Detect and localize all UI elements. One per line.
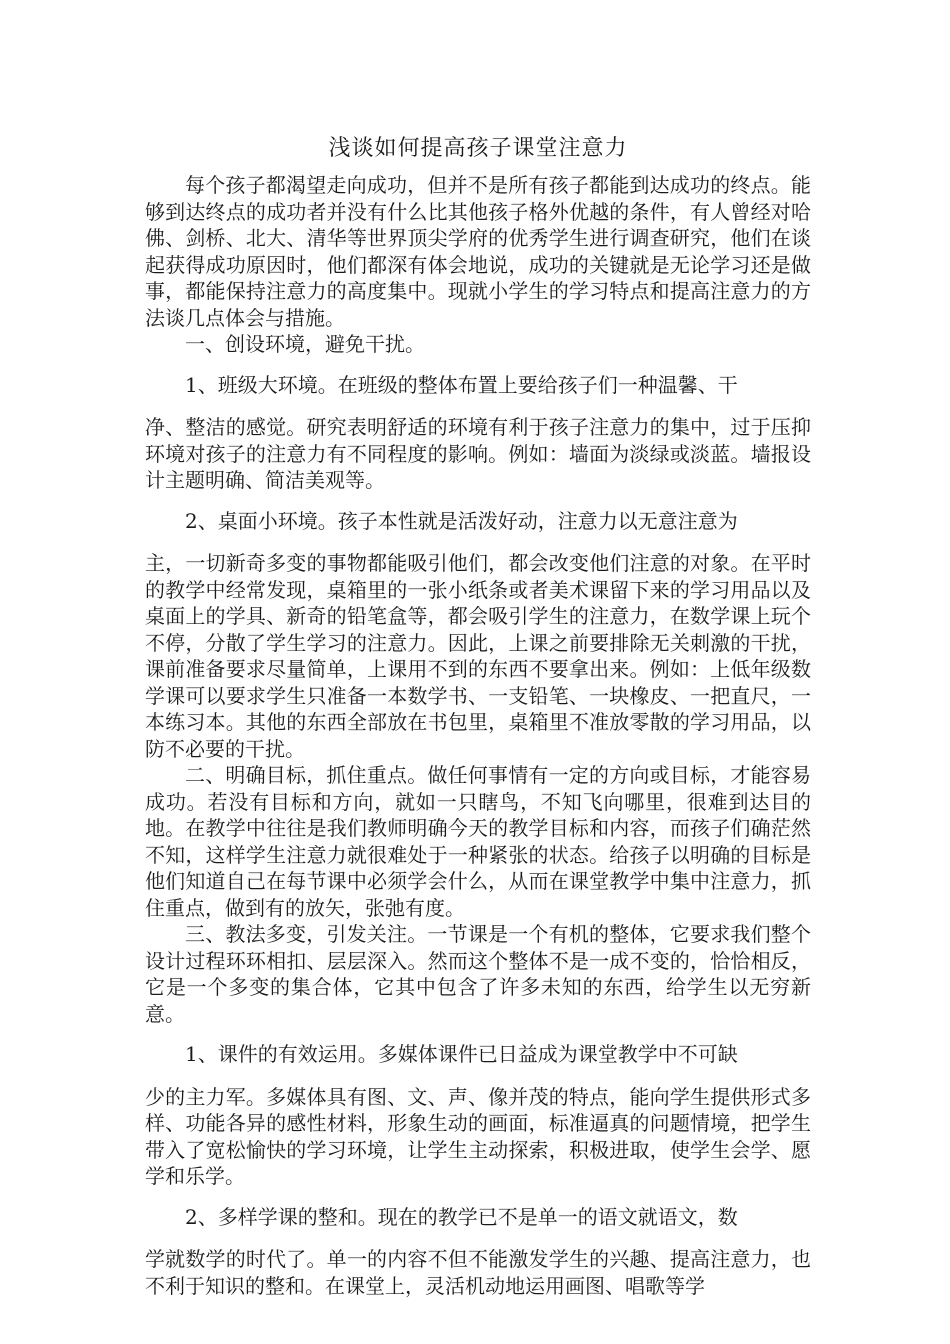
section-heading-1: 一、创设环境，避免干扰。 <box>185 332 425 356</box>
paragraph-continuation: 净、整洁的感觉。研究表明舒适的环境有利于孩子注意力的集中，过于压抑环境对孩子的注意力有不同程度的影响。例如：墙面为淡绿或淡蓝。墙报设计主题明确、简洁美观等。 <box>145 415 811 492</box>
section-heading-3-paragraph: 三、教法多变，引发关注。一节课是一个有机的整体，它要求我们整个设计过程环环相扣、层层深入。然而这个整体不是一成不变的，恰恰相反，它是一个多变的集合体，它其中包含了许多未知的东西，给学生以无穷新意。 <box>145 922 811 1026</box>
document-body <box>145 132 811 1299</box>
paragraph-first-line: 2、桌面小环境。孩子本性就是活泼好动，注意力以无意注意为 <box>185 508 738 533</box>
section-heading-2-paragraph: 二、明确目标，抓住重点。做任何事情有一定的方向或目标，才能容易成功。若没有目标和方向，就如一只瞎鸟，不知飞向哪里，很难到达目的地。在教学中往往是我们教师明确今天的教学目标和内容，而孩子们确茫然不知，这样学生注意力就很难处于一种紧张的状态。给孩子以明确的目标是他们知道自己在每节课中必须学会什么，从而在课堂教学中集中注意力，抓住重点，做到有的放矢，张弛有度。 <box>145 763 811 920</box>
paragraph-continuation: 学就数学的时代了。单一的内容不但不能激发学生的兴趣、提高注意力，也不利于知识的整和。在课堂上，灵活机动地运用画图、唱歌等学 <box>145 1247 811 1298</box>
paragraph-courseware <box>145 1041 811 1190</box>
paragraph-continuation: 主，一切新奇多变的事物都能吸引他们，都会改变他们注意的对象。在平时的教学中经常发现，桌箱里的一张小纸条或者美术课留下来的学习用品以及桌面上的学具、新奇的铅笔盒等，都会吸引学生的注意力，在数学课上玩个不停，分散了学生学习的注意力。因此，上课之前要排除无关刺激的干扰，课前准备要求尽量简单，上课用不到的东西不要拿出来。例如：上低年级数学课可以要求学生只准备一本数学书、一支铅笔、一块橡皮、一把直尺，一本练习本。其他的东西全部放在书包里，桌箱里不准放零散的学习用品，以防不必要的干扰。 <box>145 551 811 761</box>
paragraph-class-environment <box>145 372 811 494</box>
paragraph-continuation: 少的主力军。多媒体具有图、文、声、像并茂的特点，能向学生提供形式多样、功能各异的感性材料，形象生动的画面，标准逼真的问题情境，把学生带入了宽松愉快的学习环境，让学生主动探索，积极进取，使学生会学、愿学和乐学。 <box>145 1084 811 1188</box>
document-title: 浅谈如何提高孩子课堂注意力 <box>328 136 628 161</box>
paragraph-first-line: 2、多样学课的整和。现在的教学已不是单一的语文就语文，数 <box>185 1204 738 1229</box>
paragraph-first-line: 1、课件的有效运用。多媒体课件已日益成为课堂教学中不可缺 <box>185 1042 738 1066</box>
paragraph-integration <box>145 1204 811 1300</box>
paragraph-first-line: 1、班级大环境。在班级的整体布置上要给孩子们一种温馨、干 <box>185 372 738 397</box>
paragraph-intro: 每个孩子都渴望走向成功，但并不是所有孩子都能到达成功的终点。能够到达终点的成功者并没有什么比其他孩子格外优越的条件，有人曾经对哈佛、剑桥、北大、清华等世界顶尖学府的优秀学生进行调查研究，他们在谈起获得成功原因时，他们都深有体会地说，成功的关键就是无论学习还是做事，都能保持注意力的高度集中。现就小学生的学习特点和提高注意力的方法谈几点体会与措施。 <box>145 173 811 330</box>
paragraph-desk-environment <box>145 508 811 763</box>
